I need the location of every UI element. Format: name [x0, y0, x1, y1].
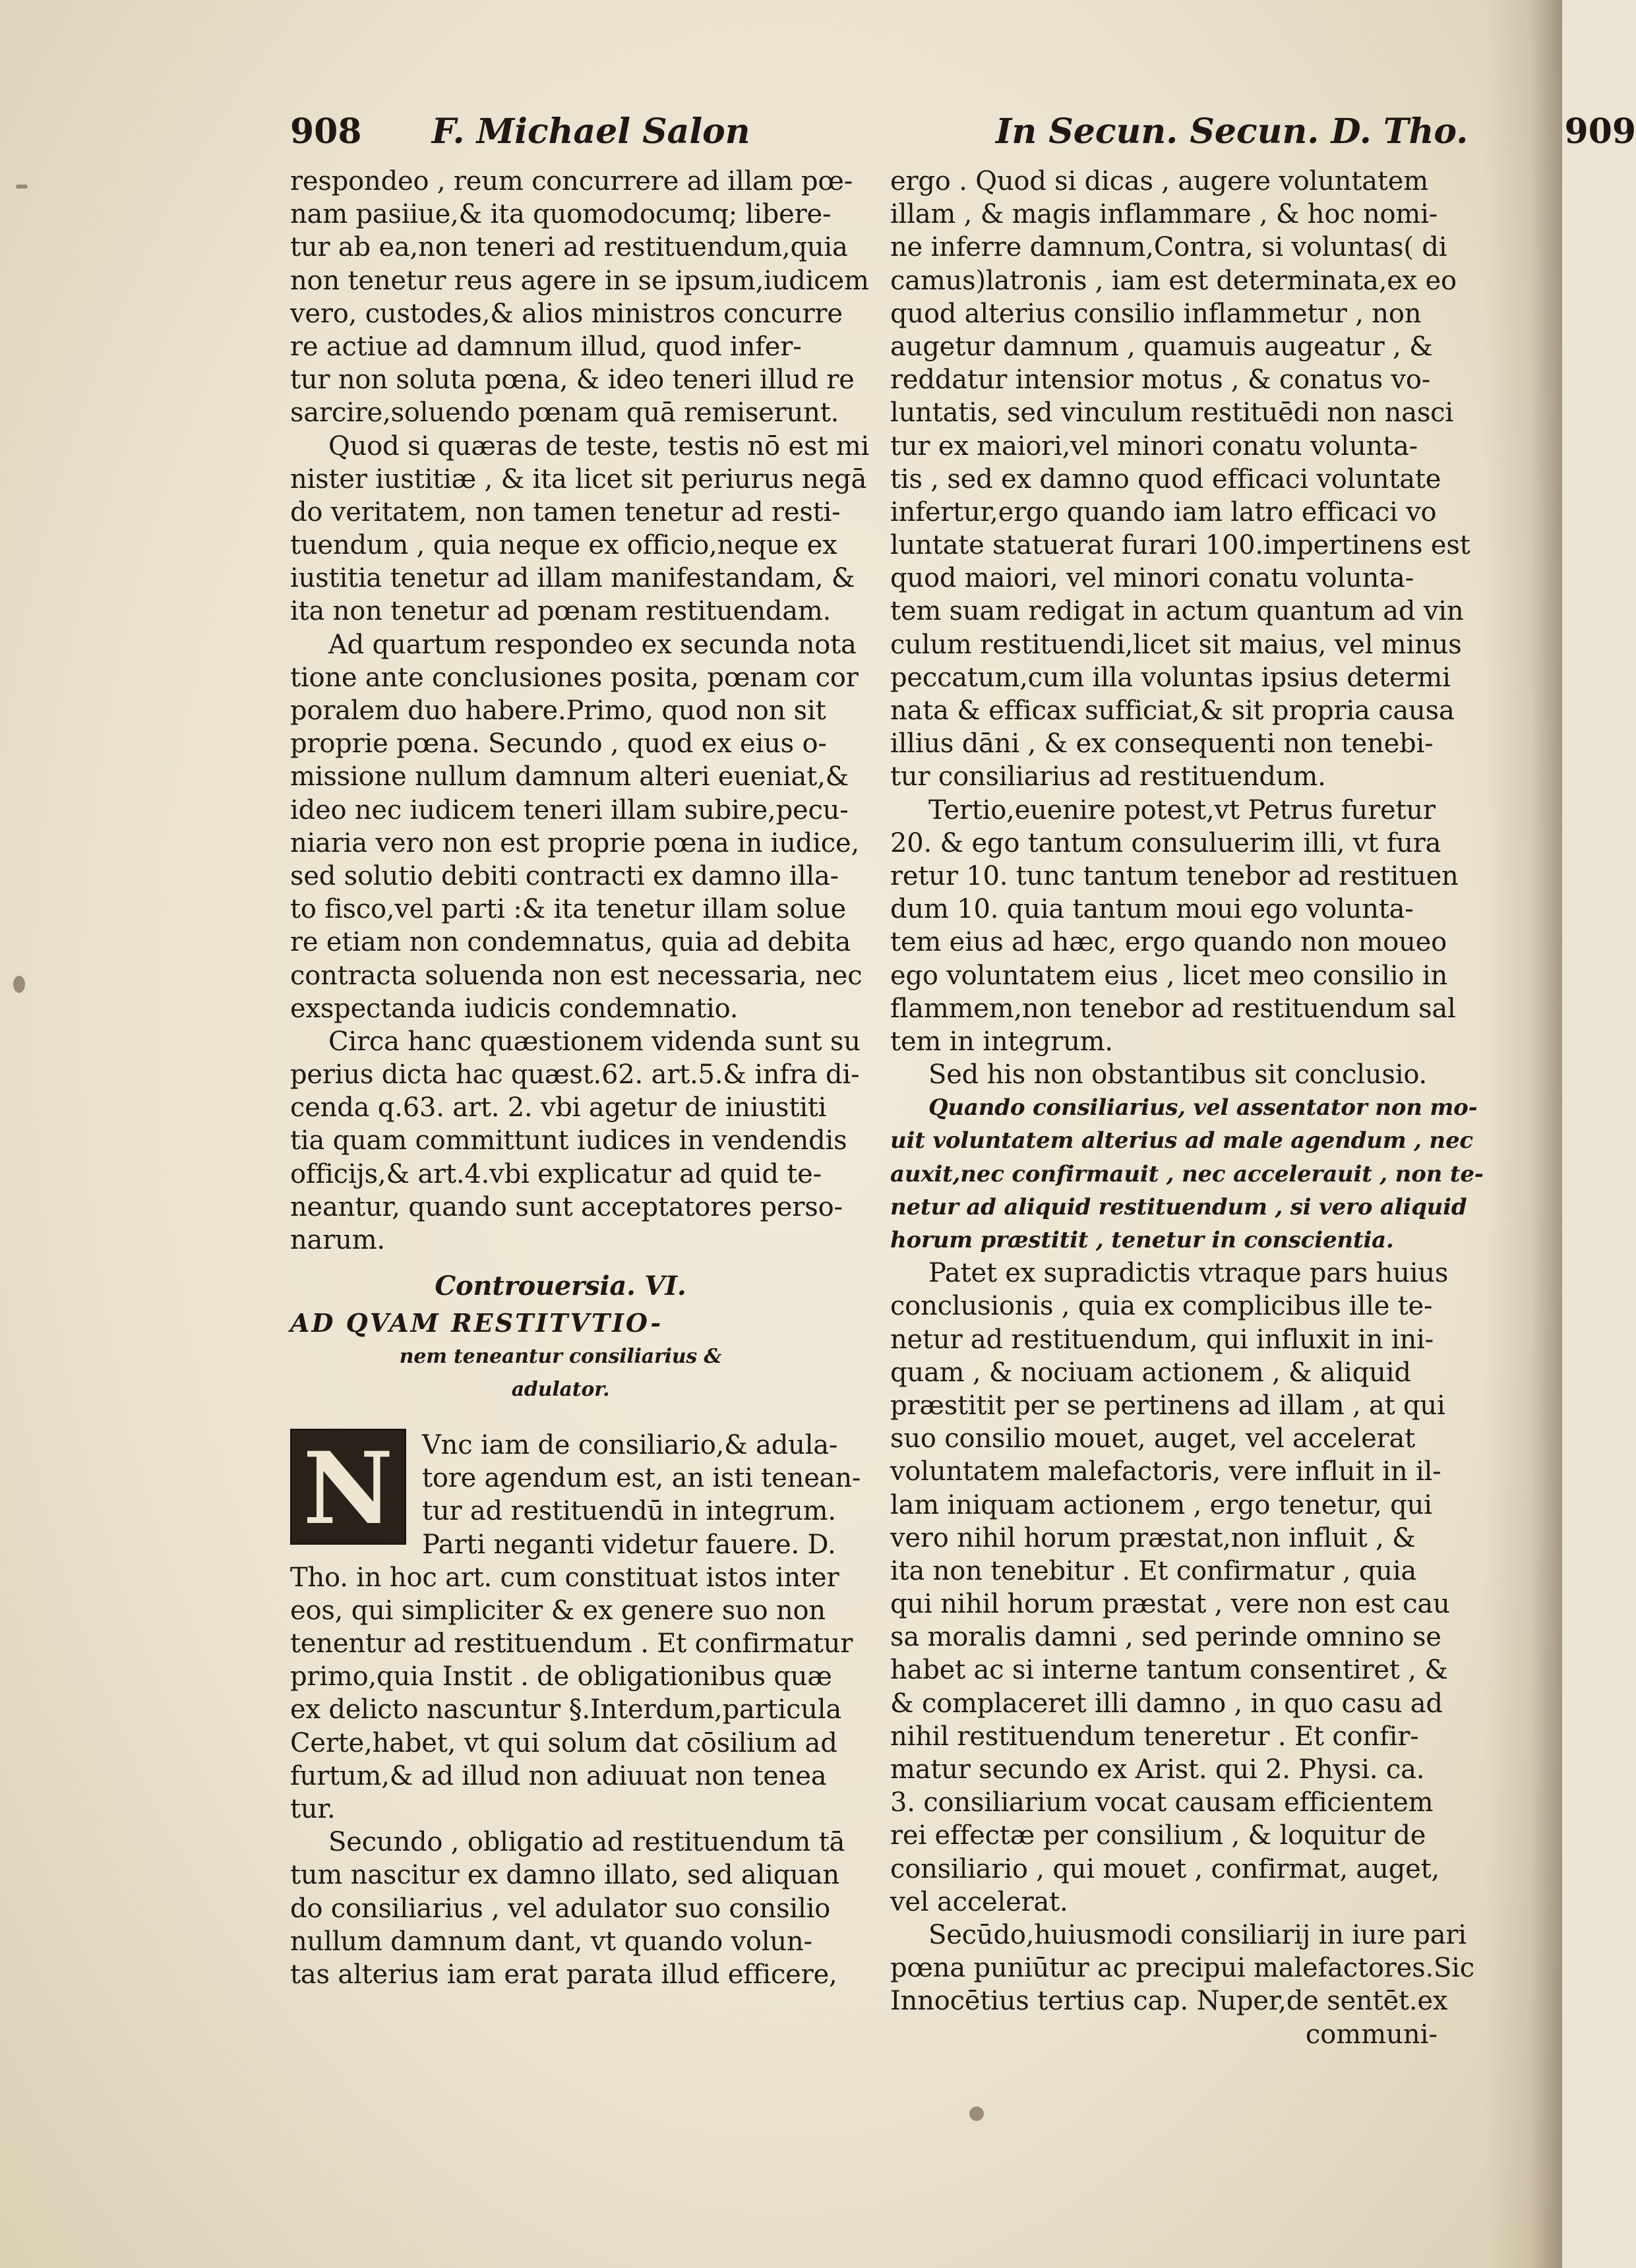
text-line: furtum,& ad illud non adiuuat non tenea [290, 1760, 827, 1791]
text-line: illam , & magis inflammare , & hoc nomi- [890, 199, 1438, 230]
text-line: 3. consiliarium vocat causam efficientem [890, 1787, 1434, 1818]
text-line: pœna puniūtur ac precipui malefactores.Sic [890, 1953, 1474, 1984]
text-line: netur ad aliquid restituendum , si vero aliquid [890, 1193, 1467, 1220]
text-line: tur. [290, 1794, 336, 1824]
text-line: ne inferre damnum,Contra, si voluntas( di [890, 232, 1447, 263]
left-paragraph-4 [290, 1025, 861, 1257]
right-paragraph-4 [890, 1257, 1450, 1919]
text-line: camus)latronis , iam est determinata,ex eo [890, 265, 1457, 296]
text-line: suo consilio mouet, auget, vel accelerat [890, 1423, 1415, 1454]
text-line: lam iniquam actionem , ergo tenetur, qui [890, 1489, 1432, 1520]
chapter-heading-line-2: nem teneantur consiliarius & [399, 1344, 722, 1368]
text-line: ita non tenebitur . Et confirmatur , quia [890, 1555, 1417, 1586]
text-line: missione nullum damnum alteri eueniat,& [290, 761, 849, 792]
left-paragraph-1 [290, 165, 869, 430]
text-line: conclusionis , quia ex complicibus ille te- [890, 1291, 1433, 1322]
text-line: horum præstitit , tenetur in conscientia. [890, 1227, 1394, 1253]
text-line: tur ex maiori,vel minori conatu volunta- [890, 431, 1418, 462]
text-line: neantur, quando sunt acceptatores perso- [290, 1191, 843, 1222]
text-line: exspectanda iudicis condemnatio. [290, 993, 739, 1024]
text-line: netur ad restituendum, qui influxit in ini- [890, 1324, 1434, 1355]
text-line: tur non soluta pœna, & ideo teneri illud re [290, 365, 855, 396]
text-line: perius dicta hac quæst.62. art.5.& infra di- [290, 1059, 860, 1090]
header-right [996, 112, 1636, 152]
text-line: peccatum,cum illa voluntas ipsius determi [890, 662, 1451, 693]
text-line: Tertio,euenire potest,vt Petrus furetur [928, 794, 1436, 825]
text-line: uit voluntatem alterius ad male agendum , nec [890, 1127, 1473, 1154]
text-line: re actiue ad damnum illud, quod infer- [290, 331, 802, 362]
text-line: tenentur ad restituendum . Et confirmatur [290, 1628, 853, 1659]
text-line: iustitia tenetur ad illam manifestandam, & [290, 563, 855, 594]
ink-smudge [16, 185, 28, 189]
text-line: vero, custodes,& alios ministros concurre [290, 298, 843, 329]
text-line: Innocētius tertius cap. Nuper,de sentēt.ex [890, 1986, 1448, 2017]
text-line: tas alterius iam erat parata illud efficere, [290, 1959, 837, 1990]
catchword: communi- [1305, 2019, 1438, 2050]
text-line: retur 10. tunc tantum tenebor ad restituen [890, 860, 1459, 891]
text-line: sarcire,soluendo pœnam quā remiserunt. [290, 398, 839, 429]
text-line: nullum damnum dant, vt quando volun- [290, 1926, 812, 1957]
text-line: tum nascitur ex damno illato, sed aliquan [290, 1860, 839, 1891]
text-line: niaria vero non est proprie pœna in iudice, [290, 827, 859, 858]
text-line: quod maiori, vel minori conatu volunta- [890, 563, 1414, 594]
text-line: sa moralis damni , sed perinde omnino se [890, 1622, 1441, 1653]
text-line: tuendum , quia neque ex officio,neque ex [290, 530, 837, 561]
text-line: cenda q.63. art. 2. vbi agetur de iniustiti [290, 1092, 827, 1123]
page-number-left: 908 [290, 111, 362, 152]
text-line: non tenetur reus agere in se ipsum,iudicem [290, 265, 869, 296]
text-line: augetur damnum , quamuis augeatur , & [890, 331, 1433, 362]
running-title-left: F. Michael Salon [431, 111, 750, 152]
left-paragraph-6 [290, 1826, 845, 1991]
left-paragraph-3 [290, 628, 863, 1025]
text-line: to fisco,vel parti :& ita tenetur illam solue [290, 894, 846, 925]
text-line: nister iustitiæ , & ita licet sit periurus negā [290, 463, 867, 494]
text-line: Sed his non obstantibus sit conclusio. [928, 1059, 1428, 1090]
text-line: ego voluntatem eius , licet meo consilio in [890, 960, 1448, 991]
text-line: habet ac si interne tantum consentiret , & [890, 1655, 1448, 1686]
text-line: infertur,ergo quando iam latro efficaci vo [890, 496, 1437, 527]
text-line: nata & efficax sufficiat,& sit propria causa [890, 696, 1455, 726]
text-line: voluntatem malefactoris, vere influit in il- [890, 1456, 1441, 1487]
text-line: Quod si quæras de teste, testis nō est mi [328, 431, 870, 462]
right-paragraph-2 [890, 794, 1459, 1059]
right-column [890, 165, 1484, 2051]
text-line: re etiam non condemnatus, quia ad debita [290, 927, 851, 958]
text-line: vero nihil horum præstat,non influit , & [890, 1522, 1416, 1553]
text-line: Secundo , obligatio ad restituendum tā [328, 1827, 845, 1858]
left-column [290, 165, 870, 1991]
controversia-title: Controuersia. VI. [435, 1270, 686, 1302]
text-line: tem suam redigat in actum quantum ad vin [890, 596, 1464, 627]
text-line: proprie pœna. Secundo , quod ex eius o- [290, 729, 827, 760]
text-line: contracta soluenda non est necessaria, nec [290, 960, 863, 991]
text-line: Tho. in hoc art. cum constituat istos inter [290, 1562, 839, 1593]
drop-cap-paragraph [290, 1429, 861, 1826]
text-line: tia quam committunt iudices in vendendis [290, 1125, 847, 1156]
text-line: ideo nec iudicem teneri illam subire,pecu- [290, 794, 849, 825]
text-line: ita non tenetur ad pœnam restituendam. [290, 596, 832, 627]
header-left [290, 112, 750, 152]
text-line: matur secundo ex Arist. qui 2. Physi. ca. [890, 1754, 1425, 1785]
text-line: & complaceret illi damno , in quo casu ad [890, 1688, 1443, 1719]
text-line: 20. & ego tantum consuluerim illi, vt fura [890, 827, 1441, 858]
text-line: flammem,non tenebor ad restituendum sal [890, 993, 1456, 1024]
chapter-heading-line-1: AD QVAM RESTITVTIO- [290, 1308, 663, 1338]
text-line: nihil restituendum teneretur . Et confir- [890, 1721, 1419, 1752]
text-line: quod alterius consilio inflammetur , non [890, 298, 1422, 329]
text-line: culum restituendi,licet sit maius, vel minus [890, 629, 1462, 660]
text-line: Secūdo,huiusmodi consiliarij in iure pari [928, 1919, 1467, 1950]
text-line: tis , sed ex damno quod efficaci voluntate [890, 463, 1441, 494]
running-title-right: In Secun. Secun. D. Tho. [996, 111, 1469, 152]
text-line: reddatur intensior motus , & conatus vo- [890, 365, 1431, 396]
text-line: do veritatem, non tamen tenetur ad resti- [290, 496, 841, 527]
text-line: illius dāni , & ex consequenti non tenebi- [890, 729, 1434, 760]
text-line: luntate statuerat furari 100.impertinens est [890, 530, 1470, 561]
right-paragraph-3 [890, 1058, 1438, 1091]
text-line: primo,quia Instit . de obligationibus quæ [290, 1661, 832, 1692]
ink-smudge [969, 2106, 984, 2121]
text-line: ergo . Quod si dicas , augere voluntatem [890, 166, 1428, 196]
page-gutter-shadow [1484, 0, 1562, 2268]
text-line: tione ante conclusiones posita, pœnam cor [290, 662, 859, 693]
text-line: tur ad restituendū in integrum. [422, 1496, 836, 1527]
text-line: dum 10. quia tantum moui ego volunta- [890, 894, 1414, 925]
text-line: rei effectæ per consilium , & loquitur de [890, 1820, 1426, 1851]
ornamental-drop-cap: N [290, 1429, 406, 1545]
right-paragraph-1 [890, 165, 1470, 794]
chapter-heading-line-3: adulator. [511, 1377, 610, 1401]
text-line: nam pasiiue,& ita quomodocumq; libere- [290, 199, 832, 230]
text-line: Circa hanc quæstionem videnda sunt su [328, 1026, 861, 1057]
text-line: do consiliarius , vel adulator suo consilio [290, 1893, 831, 1924]
text-line: ex delicto nascuntur §.Interdum,particula [290, 1694, 842, 1725]
text-line: tur ab ea,non teneri ad restituendum,quia [290, 232, 848, 263]
text-line: eos, qui simpliciter & ex genere suo non [290, 1595, 826, 1626]
left-paragraph-2 [290, 430, 870, 628]
text-line: quam , & nociuam actionem , & aliquid [890, 1357, 1411, 1388]
right-paragraph-5 [890, 1919, 1474, 2018]
text-line: poralem duo habere.Primo, quod non sit [290, 696, 826, 726]
text-line: tem eius ad hæc, ergo quando non moueo [890, 927, 1447, 958]
text-line: Ad quartum respondeo ex secunda nota [328, 629, 857, 660]
text-line: tem in integrum. [890, 1026, 1113, 1057]
text-line: Parti neganti videtur fauere. D. [422, 1529, 836, 1560]
text-line: respondeo , reum concurrere ad illam pœ- [290, 166, 853, 196]
ink-smudge [13, 976, 25, 993]
text-line: præstitit per se pertinens ad illam , at qui [890, 1390, 1445, 1421]
text-line: consiliario , qui mouet , confirmat, auget, [890, 1853, 1440, 1884]
conclusio-italic [890, 1091, 1484, 1257]
text-line: sed solutio debiti contracti ex damno illa- [290, 860, 839, 891]
text-line: Quando consiliarius, vel assentator non mo- [928, 1094, 1478, 1121]
text-line: narum. [290, 1225, 385, 1255]
text-line: tur consiliarius ad restituendum. [890, 761, 1326, 792]
page-number-right: 909 [1564, 111, 1636, 152]
text-line: Patet ex supradictis vtraque pars huius [928, 1258, 1449, 1289]
text-line: auxit,nec confirmauit , nec accelerauit , non te- [890, 1160, 1484, 1187]
text-line: Vnc iam de consiliario,& adula- [422, 1429, 838, 1460]
text-line: luntatis, sed vinculum restituēdi non nasci [890, 398, 1453, 429]
text-line: officijs,& art.4.vbi explicatur ad quid te- [290, 1158, 822, 1189]
text-line: tore agendum est, an isti tenean- [422, 1463, 861, 1494]
text-line: qui nihil horum præstat , vere non est cau [890, 1589, 1450, 1620]
text-line: Certe,habet, vt qui solum dat cōsilium ad [290, 1727, 837, 1758]
text-line: vel accelerat. [890, 1886, 1068, 1917]
